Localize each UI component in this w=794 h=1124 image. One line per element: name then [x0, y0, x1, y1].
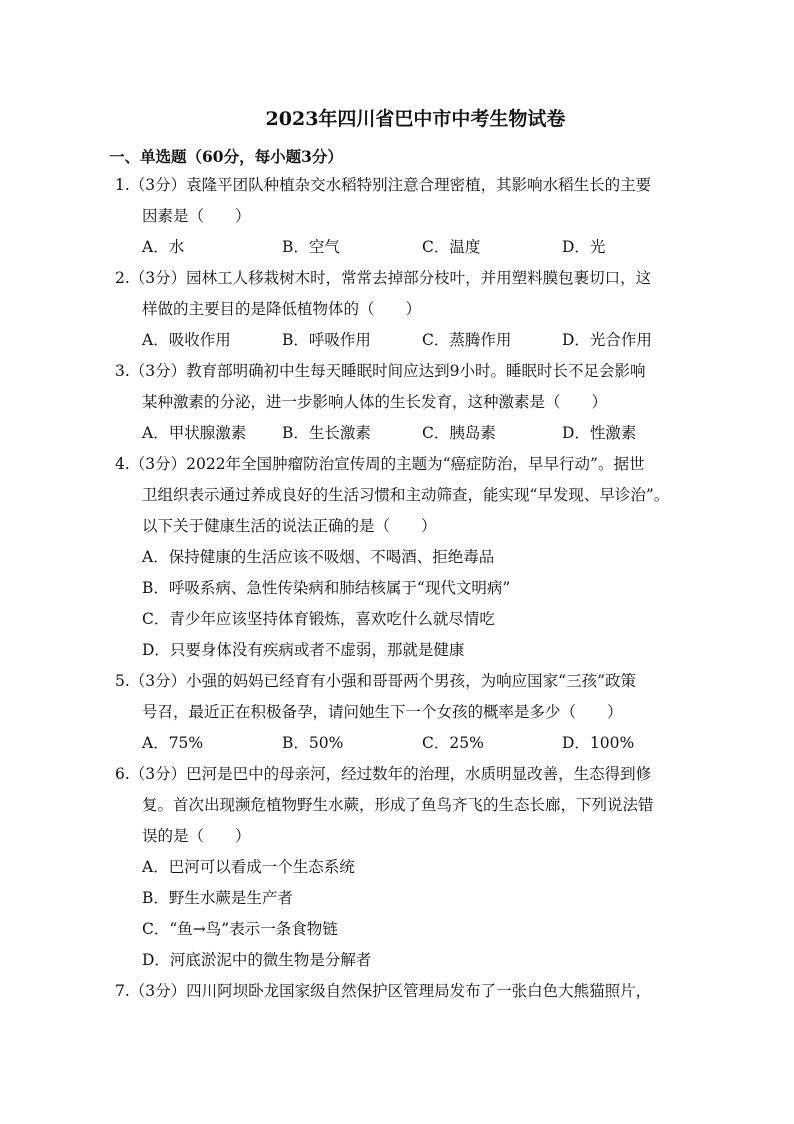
option-c: C．青少年应该坚持体育锻炼，喜欢吃什么就尽情吃: [142, 610, 495, 628]
question-stem-line: 号召，最近正在积极备孕，请问她生下一个女孩的概率是多少（ ）: [142, 703, 623, 721]
option-c: C．“鱼→鸟”表示一条食物链: [142, 920, 338, 938]
question-stem-line: 复。首次出现濒危植物野生水蕨，形成了鱼鸟齐飞的生态长廊，下列说法错: [142, 796, 654, 814]
question-stem-line: 以下关于健康生活的说法正确的是（ ）: [142, 517, 437, 535]
option-b: B．空气: [282, 238, 340, 256]
question-1: [115, 170, 716, 263]
page-title: 2023年四川省巴中市中考生物试卷: [265, 108, 566, 130]
question-3: [115, 356, 716, 449]
question-stem-line: 1.（3分）袁隆平团队种植杂交水稻特别注意合理密植，其影响水稻生长的主要: [115, 176, 652, 194]
option-b: B．50%: [282, 734, 344, 752]
question-stem-line: 某种激素的分泌，进一步影响人体的生长发育，这种激素是（ ）: [142, 393, 608, 411]
option-d: D．光合作用: [562, 331, 652, 349]
option-group: [115, 232, 716, 263]
option-b: B．呼吸系病、急性传染病和肺结核属于“现代文明病”: [142, 579, 511, 597]
option-a: A．水: [142, 238, 185, 256]
question-stem-line: 2.（3分）园林工人移栽树木时，常常去掉部分枝叶，并用塑料膜包裹切口，这: [115, 269, 652, 287]
option-c: C．25%: [422, 734, 484, 752]
option-a: A．75%: [142, 734, 204, 752]
option-c: C．温度: [422, 238, 481, 256]
option-group: [115, 852, 716, 976]
option-b: B．野生水蕨是生产者: [142, 889, 293, 907]
question-list: [115, 170, 716, 1007]
option-d: D．河底淤泥中的微生物是分解者: [142, 951, 372, 969]
option-a: A．甲状腺激素: [142, 424, 247, 442]
section-heading: 一、单选题（60分，每小题3分）: [109, 147, 343, 166]
question-7: [115, 976, 716, 1007]
option-a: A．保持健康的生活应该不吸烟、不喝酒、拒绝毒品: [142, 548, 495, 566]
option-group: [115, 542, 716, 666]
question-stem-line: 6.（3分）巴河是巴中的母亲河，经过数年的治理，水质明显改善，生态得到修: [115, 765, 652, 783]
question-stem-line: 因素是（ ）: [142, 207, 251, 225]
option-b: B．生长激素: [282, 424, 371, 442]
option-a: A．巴河可以看成一个生态系统: [142, 858, 355, 876]
question-6: [115, 759, 716, 976]
option-b: B．呼吸作用: [282, 331, 371, 349]
question-stem-line: 3.（3分）教育部明确初中生每天睡眠时间应达到9小时。睡眠时长不足会影响: [115, 362, 646, 380]
question-4: [115, 449, 716, 666]
question-stem-line: 7.（3分）四川阿坝卧龙国家级自然保护区管理局发布了一张白色大熊猫照片，: [115, 982, 652, 1000]
option-group: [115, 418, 716, 449]
question-stem-line: 4.（3分）2022年全国肿瘤防治宣传周的主题为“癌症防治，早早行动”。据世: [115, 455, 645, 473]
option-d: D．100%: [562, 734, 635, 752]
option-d: D．性激素: [562, 424, 637, 442]
question-stem-line: 卫组织表示通过养成良好的生活习惯和主动筛查，能实现“早发现、早诊治”。: [142, 486, 670, 504]
question-stem-line: 5.（3分）小强的妈妈已经育有小强和哥哥两个男孩，为响应国家“三孩”政策: [115, 672, 637, 690]
question-5: [115, 666, 716, 759]
question-2: [115, 263, 716, 356]
option-group: [115, 325, 716, 356]
question-stem-line: 误的是（ ）: [142, 827, 251, 845]
option-c: C．胰岛素: [422, 424, 496, 442]
option-group: [115, 728, 716, 759]
question-stem-line: 样做的主要目的是降低植物体的（ ）: [142, 300, 422, 318]
option-d: D．只要身体没有疾病或者不虚弱，那就是健康: [142, 641, 465, 659]
option-a: A．吸收作用: [142, 331, 231, 349]
option-c: C．蒸腾作用: [422, 331, 512, 349]
option-d: D．光: [562, 238, 606, 256]
